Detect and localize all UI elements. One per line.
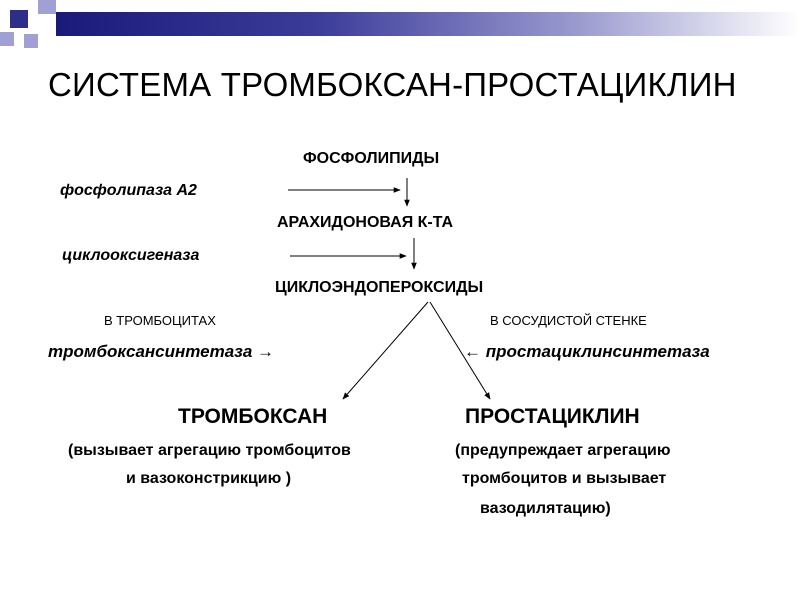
prostacyclin-effect-line3: вазодилятацию) bbox=[480, 500, 611, 517]
prostacyclin-effect-line2: тромбоцитов и вызывает bbox=[462, 470, 667, 487]
cyclooxygenase-label: циклооксигеназа bbox=[62, 247, 200, 264]
arrow-to-thromboxane bbox=[343, 302, 428, 399]
prostacyclin-effect-line1: (предупреждает агрегацию bbox=[455, 442, 671, 459]
phospholipase-a2-label: фосфолипаза А2 bbox=[60, 182, 197, 199]
location-vessel-wall-label: В СОСУДИСТОЙ СТЕНКЕ bbox=[490, 313, 647, 328]
prostacyclin-synthetase-label: ← простациклинсинтетаза bbox=[464, 342, 710, 361]
arachidonic-acid-label: АРАХИДОНОВАЯ К-ТА bbox=[277, 214, 454, 231]
location-platelets-label: В ТРОМБОЦИТАХ bbox=[104, 313, 216, 328]
page-title: СИСТЕМА ТРОМБОКСАН-ПРОСТАЦИКЛИН bbox=[48, 66, 737, 103]
thromboxane-effect-line1: (вызывает агрегацию тромбоцитов bbox=[68, 442, 351, 459]
thromboxane-synthetase-label: тромбоксансинтетаза → bbox=[48, 342, 275, 361]
thromboxane-effect-line2: и вазоконстрикцию ) bbox=[126, 470, 292, 487]
cycloendoperoxides-label: ЦИКЛОЭНДОПЕРОКСИДЫ bbox=[275, 279, 484, 296]
thromboxane-label: ТРОМБОКСАН bbox=[178, 405, 328, 428]
prostacyclin-label: ПРОСТАЦИКЛИН bbox=[465, 405, 640, 428]
phospholipids-label: ФОСФОЛИПИДЫ bbox=[303, 150, 440, 167]
arrow-to-prostacyclin bbox=[430, 302, 490, 399]
